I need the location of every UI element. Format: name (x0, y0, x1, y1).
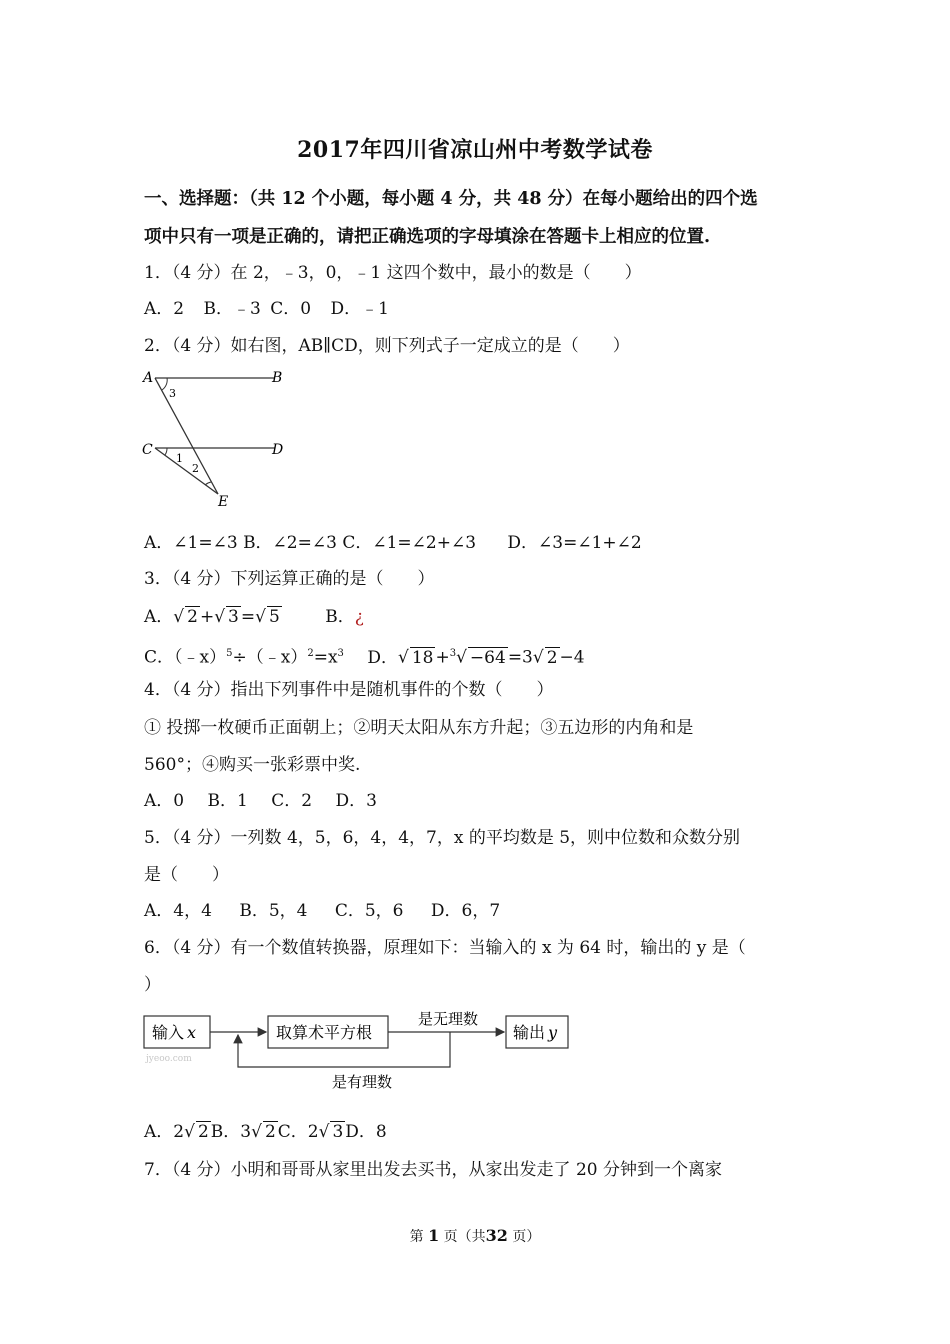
q3-option-b-label: B． (325, 607, 355, 627)
q6-b-radicand: 2 (264, 1122, 276, 1142)
label-d: D (272, 442, 284, 458)
footer-pre: 第 (409, 1229, 424, 1245)
angle-2-arc (205, 482, 211, 485)
angle-3-arc (162, 378, 167, 390)
q2-geometry-figure (140, 366, 300, 512)
q6-stem-line2: ） (144, 975, 161, 995)
q3-option-d-label: D． (367, 647, 398, 668)
q6-options: A．2√ 2 B．3√ 2 C．2√ 3 D．8 (144, 1122, 387, 1142)
q5-option-a: A．4，4 (144, 901, 212, 921)
q3-option-c-part2: ÷（﹣x） (232, 647, 308, 668)
watermark-text: jyeoo.com (146, 1054, 192, 1064)
q2-option-b: B．∠2=∠3 (243, 533, 337, 553)
line-ce (155, 448, 218, 494)
q3-a-plus: + (199, 607, 215, 627)
label-angle-1: 1 (176, 452, 183, 465)
q4-option-a: A．0 (144, 791, 185, 811)
q3-d-equals: =3 (507, 647, 533, 668)
input-label: 输入 x (152, 1023, 197, 1042)
q3-d-radicand-1: 18 (411, 647, 434, 668)
q3-d-radicand-3: 2 (546, 647, 558, 668)
irrational-label: 是无理数 (418, 1010, 479, 1028)
q4-option-c: C．2 (271, 791, 313, 811)
process-label: 取算术平方根 (276, 1023, 373, 1042)
q6-c-radicand: 3 (332, 1122, 344, 1142)
q5-option-d: D．6，7 (430, 901, 501, 921)
footer-post: 页） (512, 1229, 541, 1245)
q3-a-radicand-2: 3 (228, 607, 239, 627)
q2-options (144, 531, 814, 555)
q3-d-radicand-2: −64 (469, 647, 506, 668)
q3-option-c-part3: =x (313, 647, 338, 668)
footer-mid: 页（共 (443, 1229, 486, 1245)
q3-stem: 3．（4 分）下列运算正确的是（ ） (144, 569, 435, 589)
q4-stem: 4．（4 分）指出下列事件中是随机事件的个数（ ） (144, 680, 554, 700)
q4-option-d: D．3 (335, 791, 377, 811)
page-title: 2017年四川省凉山州中考数学试卷 (297, 137, 653, 163)
q5-options (144, 899, 814, 923)
q3-c-exp1: 5 (226, 648, 233, 659)
q3-option-c-part1: C．（﹣x） (144, 647, 227, 668)
rational-label: 是有理数 (332, 1073, 393, 1091)
label-angle-3: 3 (169, 387, 176, 400)
q4-option-b: B．1 (207, 791, 248, 811)
q5-stem-line1: 5．（4 分）一列数 4，5，6，4，4，7，x 的平均数是 5，则中位数和众数分别 (144, 828, 741, 848)
angle-1-arc (165, 448, 167, 455)
q2-option-c: C．∠1=∠2+∠3 (342, 533, 477, 553)
q5-stem-line2: 是（ ） (144, 865, 229, 885)
q7-stem: 7．（4 分）小明和哥哥从家里出发去买书，从家出发走了 20 分钟到一个离家 (144, 1160, 722, 1180)
q1-option-a: A．2 (144, 299, 185, 319)
q3-a-radicand-3: 5 (268, 607, 280, 627)
q3-a-equals: = (240, 607, 256, 627)
q6-a-coef: 2 (173, 1122, 185, 1142)
q1-options (144, 297, 814, 321)
q2-option-a: A．∠1=∠3 (144, 533, 238, 553)
q3-option-a-label: A． (144, 607, 174, 627)
q6-stem-line1: 6．（4 分）有一个数值转换器，原理如下：当输入的 x 为 64 时，输出的 y 是（ (144, 938, 746, 958)
q3-d-cube-index: 3 (449, 648, 457, 659)
section-heading-line2: 项中只有一项是正确的，请把正确选项的字母填涂在答题卡上相应的位置. (144, 227, 711, 247)
footer-total-pages: 32 (485, 1226, 508, 1245)
footer-page-number: 1 (428, 1226, 440, 1245)
q6-a-radicand: 2 (197, 1122, 209, 1142)
q6-c-coef: 2 (307, 1122, 319, 1142)
q3-options-ab: A．√ 2 +√ 3 =√ 5 B．¿ (144, 607, 364, 627)
q6-option-b-label: B． (210, 1122, 241, 1142)
q3-d-plus: + (435, 647, 450, 668)
q3-c-exp3: 3 (337, 648, 344, 659)
q3-options-cd: C．$(﹣x)^5\div(﹣x)^2=x^3$ D．√ 18 +$^3$√ −64 =3√ 2 −4 (144, 647, 585, 668)
q1-option-b: B．﹣3 (203, 299, 261, 319)
q5-option-b: B．5，4 (239, 901, 308, 921)
q1-stem: 1．（4 分）在 2，﹣3，0，﹣1 这四个数中，最小的数是（ ） (144, 263, 642, 283)
label-e: E (218, 494, 229, 510)
q6-option-c-label: C． (277, 1122, 308, 1142)
output-label: 输出 y (513, 1023, 558, 1042)
q1-option-c: C．0 (270, 299, 312, 319)
q4-options (144, 789, 814, 813)
q6-b-coef: 3 (240, 1122, 252, 1142)
label-a: A (143, 370, 154, 386)
section-heading-line1: 一、选择题：（共 12 个小题，每小题 4 分，共 48 分）在每小题给出的四个选 (144, 189, 758, 209)
q3-c-exp2: 2 (307, 648, 314, 659)
label-angle-2: 2 (192, 462, 199, 475)
line-ae (155, 378, 218, 494)
q1-option-d: D．﹣1 (330, 299, 389, 319)
q4-body-line2: 560°；④购买一张彩票中奖. (144, 755, 361, 775)
label-b: B (272, 370, 283, 386)
q3-d-end: −4 (559, 647, 585, 668)
q2-stem: 2．（4 分）如右图，AB∥CD，则下列式子一定成立的是（ ） (144, 336, 630, 356)
q2-option-d: D．∠3=∠1+∠2 (507, 533, 642, 553)
q3-option-b-value: ¿ (354, 607, 364, 627)
q5-option-c: C．5，6 (334, 901, 404, 921)
page-footer (0, 1226, 950, 1246)
q6-option-d: D．8 (345, 1122, 387, 1142)
q3-a-radicand-1: 2 (187, 607, 198, 627)
q4-body-line1: ① 投掷一枚硬币正面朝上；②明天太阳从东方升起；③五边形的内角和是 (144, 718, 694, 738)
label-c: C (142, 442, 153, 458)
q6-flowchart (140, 1003, 580, 1097)
q6-option-a-label: A． (144, 1122, 174, 1142)
